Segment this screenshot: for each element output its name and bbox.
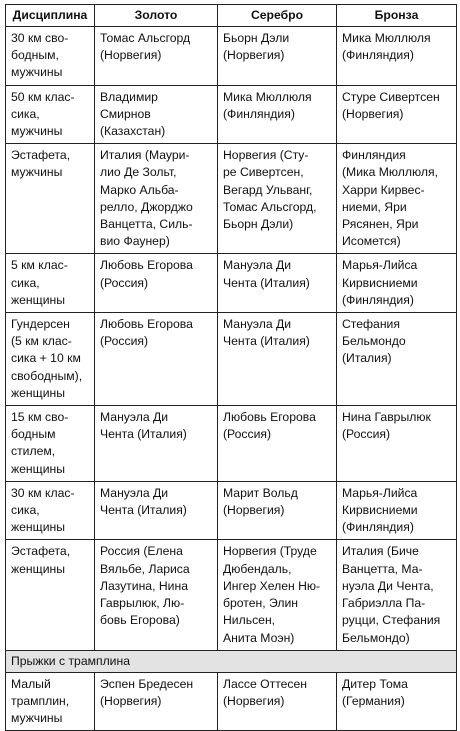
discipline-cell: 5 км клас- сика, женщины xyxy=(6,254,95,313)
silver-cell: Мануэла Ди Чента (Италия) xyxy=(218,313,337,406)
header-bronze: Бронза xyxy=(337,5,457,27)
bronze-cell: Нина Гаврылюк (Россия) xyxy=(337,406,457,482)
table-row xyxy=(6,27,457,86)
discipline-cell: 30 км сво- бодным, мужчины xyxy=(6,27,95,86)
gold-cell: Эспен Бредесен (Норвегия) xyxy=(95,672,218,731)
silver-cell: Бьорн Дэли (Норвегия) xyxy=(218,27,337,86)
gold-cell: Мануэла Ди Чента (Италия) xyxy=(95,481,218,540)
discipline-cell: Гундерсен (5 км клас- сика + 10 км свободным), женщины xyxy=(6,313,95,406)
silver-cell: Лассе Оттесен (Норвегия) xyxy=(218,672,337,731)
gold-cell: Томас Альсгорд (Норвегия) xyxy=(95,27,218,86)
table-row xyxy=(6,406,457,482)
gold-cell: Италия (Маури- лио Де Зольт, Марко Альба- релло, Джорджо Ванцетта, Силь- вио Фаунер) xyxy=(95,144,218,254)
silver-cell: Мика Мюллюля (Финляндия) xyxy=(218,85,337,144)
medal-table xyxy=(5,4,457,731)
discipline-cell: Эстафета, женщины xyxy=(6,540,95,650)
header-discipline: Дисциплина xyxy=(6,5,95,27)
gold-cell: Любовь Егорова (Россия) xyxy=(95,313,218,406)
bronze-cell: Мика Мюллюля (Финляндия) xyxy=(337,27,457,86)
silver-cell: Любовь Егорова (Россия) xyxy=(218,406,337,482)
bronze-cell: Италия (Биче Ванцетта, Ма- нуэла Ди Чента, Габриэлла Па- руцци, Стефания Бельмондо) xyxy=(337,540,457,650)
silver-cell: Норвегия (Сту- ре Сивертсен, Вегард Ульванг, Томас Альсгорд, Бьорн Дэли) xyxy=(218,144,337,254)
silver-cell: Норвегия (Труде Дюбендаль, Ингер Хелен Ню- бротен, Элин Нильсен, Анита Моэн) xyxy=(218,540,337,650)
table-row xyxy=(6,672,457,731)
silver-cell: Марит Вольд (Норвегия) xyxy=(218,481,337,540)
discipline-cell: 15 км сво- бодным стилем, женщины xyxy=(6,406,95,482)
discipline-cell: 30 км клас- сика, женщины xyxy=(6,481,95,540)
bronze-cell: Стуре Сивертсен (Норвегия) xyxy=(337,85,457,144)
table-row xyxy=(6,481,457,540)
header-row xyxy=(6,5,457,27)
silver-cell: Мануэла Ди Чента (Италия) xyxy=(218,254,337,313)
table-row xyxy=(6,540,457,650)
header-silver: Серебро xyxy=(218,5,337,27)
section-row xyxy=(6,650,457,672)
table-row xyxy=(6,254,457,313)
bronze-cell: Стефания Бельмондо (Италия) xyxy=(337,313,457,406)
gold-cell: Россия (Елена Вяльбе, Лариса Лазутина, Нина Гаврылюк, Лю- бовь Егорова) xyxy=(95,540,218,650)
discipline-cell: Эстафета, мужчины xyxy=(6,144,95,254)
gold-cell: Владимир Смирнов (Казахстан) xyxy=(95,85,218,144)
bronze-cell: Дитер Тома (Германия) xyxy=(337,672,457,731)
table-row xyxy=(6,85,457,144)
discipline-cell: 50 км клас- сика, мужчины xyxy=(6,85,95,144)
header-gold: Золото xyxy=(95,5,218,27)
bronze-cell: Марья-Лийса Кирвисниеми (Финляндия) xyxy=(337,481,457,540)
section-title: Прыжки с трамплина xyxy=(6,650,457,672)
gold-cell: Мануэла Ди Чента (Италия) xyxy=(95,406,218,482)
table-row xyxy=(6,313,457,406)
discipline-cell: Малый трамплин, мужчины xyxy=(6,672,95,731)
gold-cell: Любовь Егорова (Россия) xyxy=(95,254,218,313)
bronze-cell: Марья-Лийса Кирвисниеми (Финляндия) xyxy=(337,254,457,313)
table-row xyxy=(6,144,457,254)
bronze-cell: Финляндия (Мика Мюллюля, Харри Кирвес- ниеми, Яри Рясянен, Яри Исомется) xyxy=(337,144,457,254)
